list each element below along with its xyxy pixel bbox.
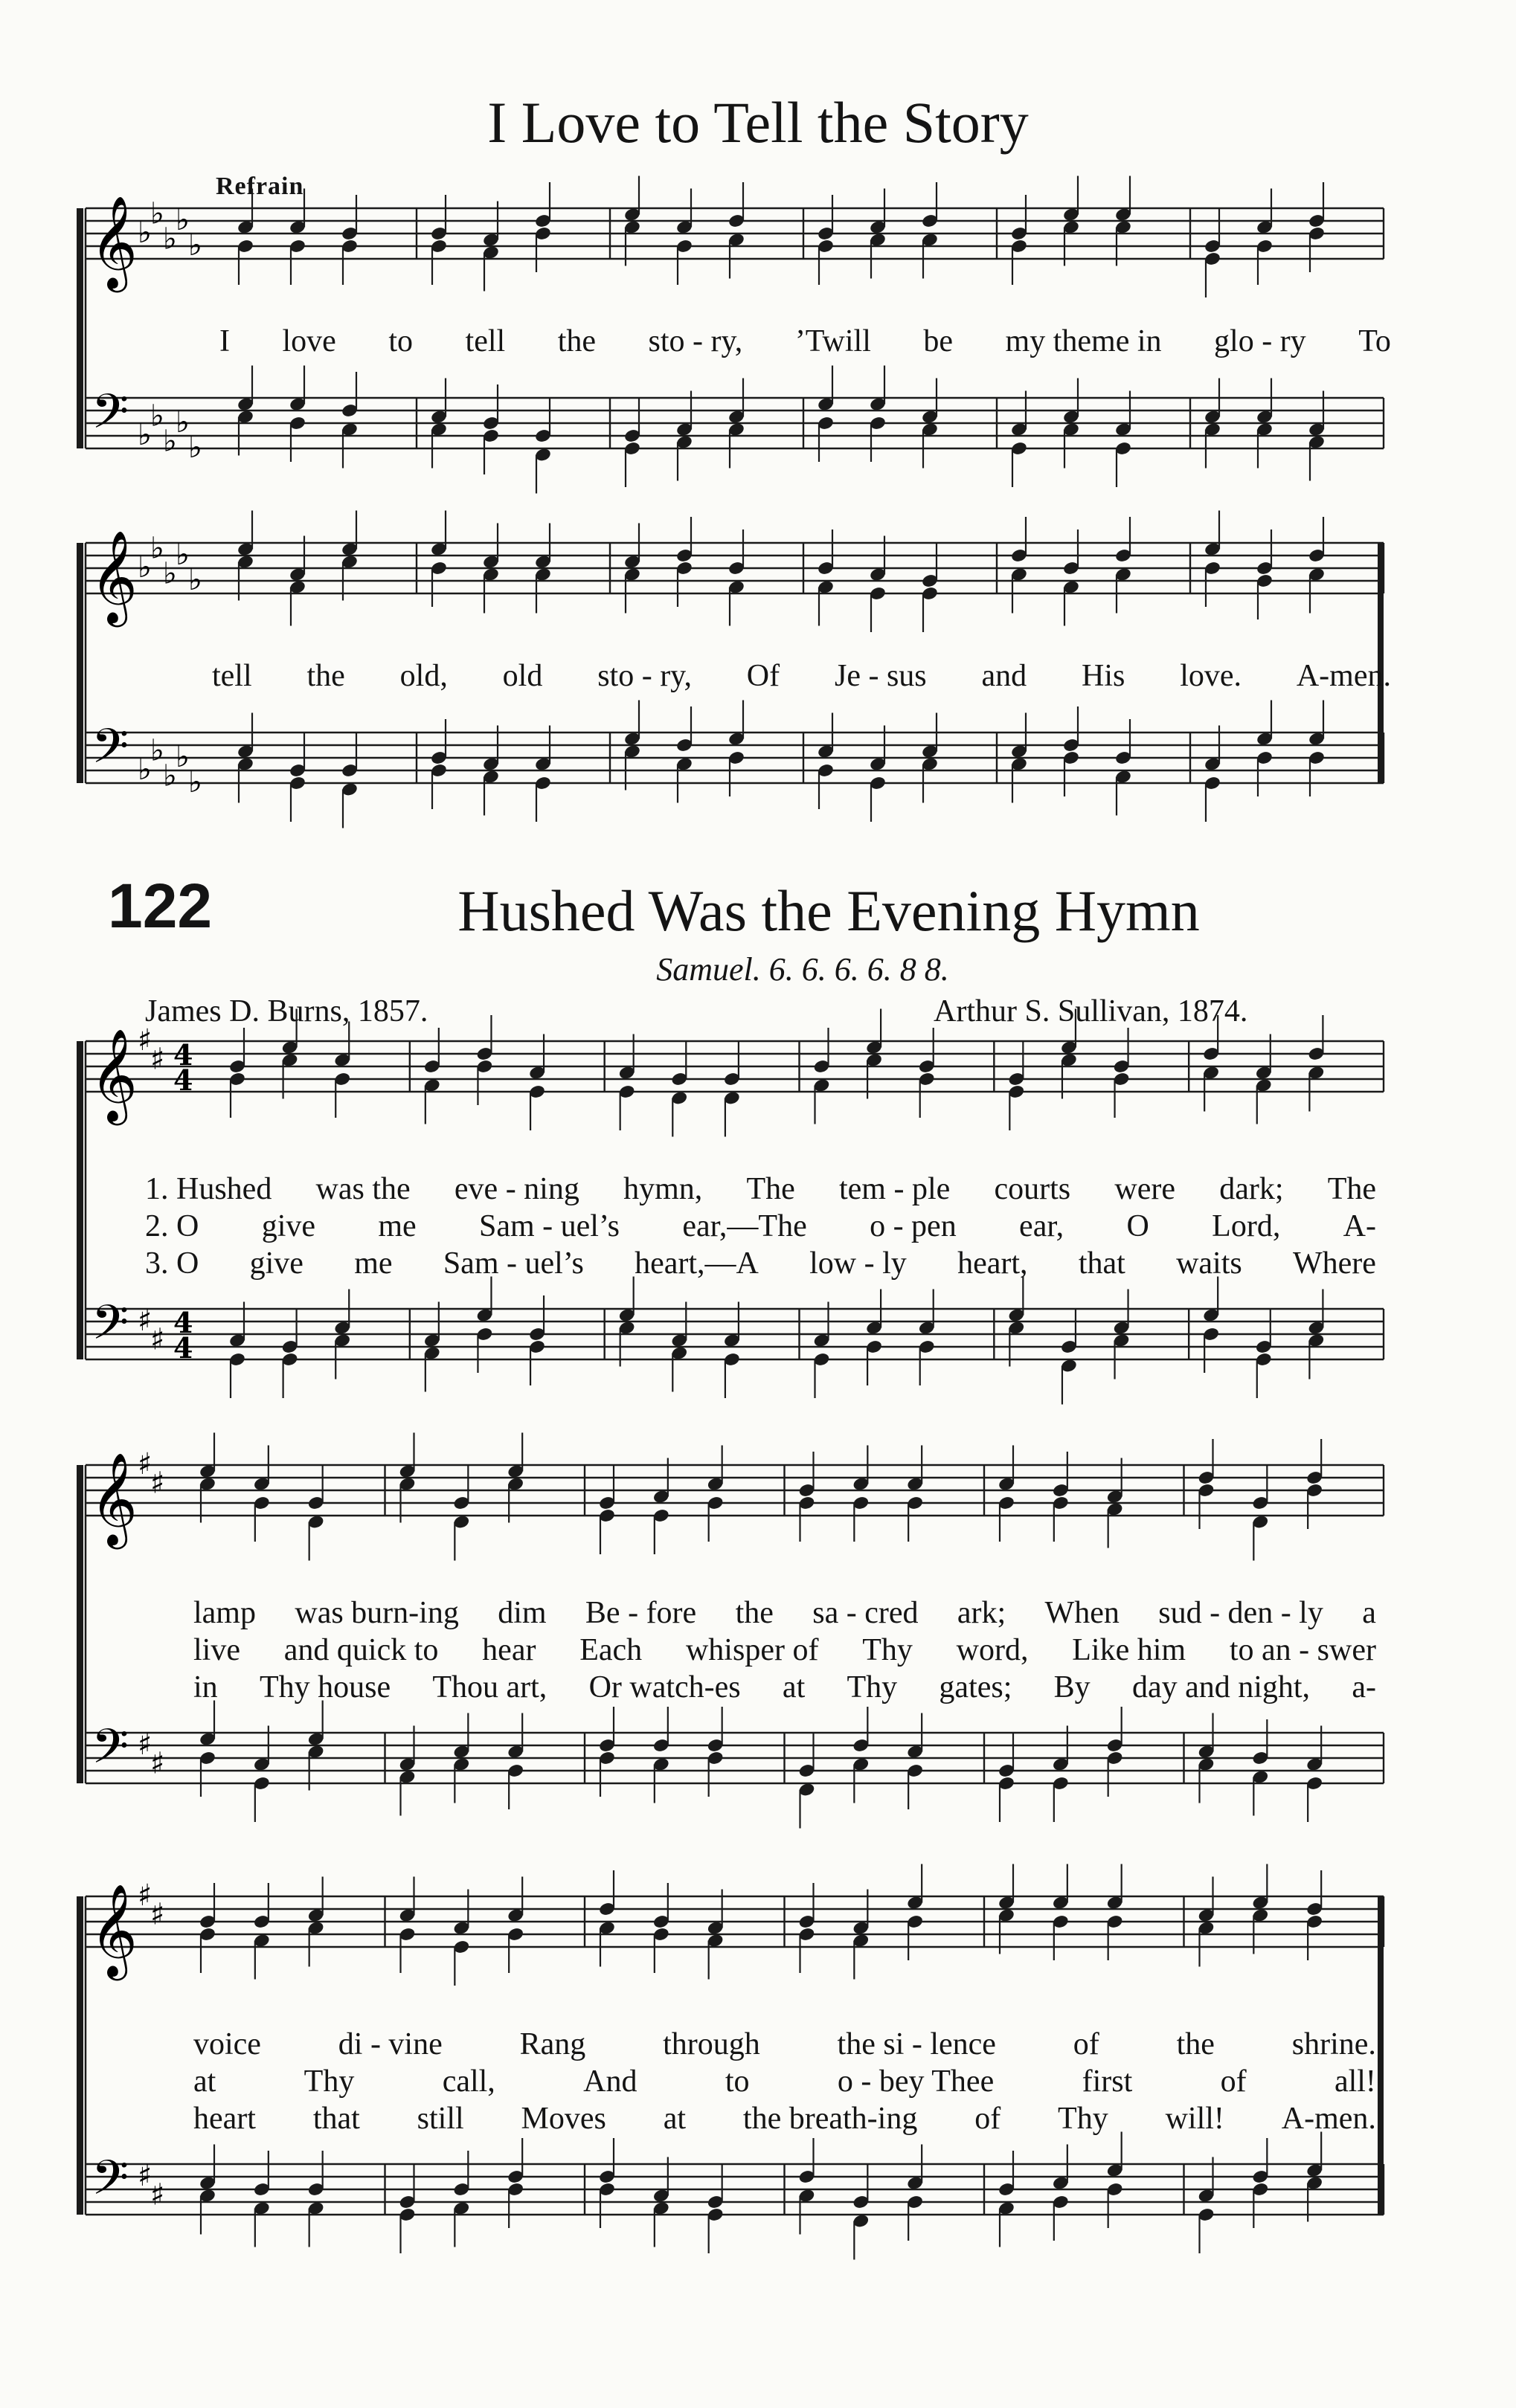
verse-2-line [86,1208,1391,1244]
lyric-syllable: love. [1180,659,1242,693]
sharp-icon: ♯ [150,1746,165,1781]
flat-icon: ♭ [188,228,202,263]
music-credit: Arthur S. Sullivan, 1874. [934,994,1248,1028]
lyric-syllable: at [782,1670,806,1704]
verse-1-line [86,1171,1391,1207]
lyric-syllable: old [502,659,543,693]
flat-icon: ♭ [163,556,177,591]
system-bracket [77,1896,83,2215]
lyric-syllable: Rang [519,2027,586,2061]
lyric-syllable: Of [746,659,780,693]
verse-1-line [86,1595,1391,1631]
lyric-syllable: at [193,2064,216,2099]
lyric-syllable: hymn, [623,1172,703,1206]
tune-name-meter: Samuel. 6. 6. 6. 6. 8 8. [656,951,949,988]
lyric-syllable: Where [1293,1246,1376,1281]
sharp-icon: ♯ [138,1023,152,1057]
lyric-syllable: a [1362,1596,1376,1630]
lyric-syllable: courts [994,1172,1071,1206]
lyric-syllable: A-men. [1281,2102,1376,2136]
lyric-syllable: live [193,1633,240,1667]
lyric-syllable: word, [956,1633,1029,1667]
lyric-syllable: 2. O [145,1209,199,1243]
flat-icon: ♭ [176,740,190,774]
lyric-syllable: the [557,324,597,358]
lyric-syllable: Je - sus [834,659,927,693]
lyric-syllable: A-men. [1296,659,1391,693]
lyric-syllable: to an - swer [1229,1633,1376,1667]
sharp-icon: ♯ [150,2177,165,2212]
flat-icon: ♭ [138,216,152,250]
lyric-syllable: call, [442,2064,495,2099]
lyric-syllable: dim [498,1596,547,1630]
time-signature-denominator: 4 [173,1331,193,1365]
lyric-syllable: The [746,1172,795,1206]
lyric-syllable: in [193,1670,218,1704]
sharp-icon: ♯ [150,1897,165,1932]
lyric-syllable: at [663,2102,687,2136]
lyric-syllable: o - pen [870,1209,957,1243]
hymn-title-i-love-to-tell: I Love to Tell the Story [487,90,1029,155]
lyric-syllable: me [378,1209,417,1243]
lyric-syllable: waits [1176,1246,1242,1281]
lyric-syllable: Thy [1058,2102,1108,2136]
flat-icon: ♭ [176,405,190,440]
lyric-syllable: ear, [1019,1209,1064,1243]
bass-clef-icon: 𝄢 [91,719,129,786]
flat-icon: ♭ [150,531,164,566]
lyric-syllable: His [1081,659,1125,693]
sharp-icon: ♯ [150,1322,165,1357]
treble-clef-icon: 𝄞 [90,196,138,289]
lyric-syllable: By [1053,1670,1091,1704]
lyric-syllable: the si - lence [837,2027,996,2061]
refrain-label: Refrain [216,173,304,200]
lyric-syllable: Be - fore [585,1596,697,1630]
time-signature-numerator: 4 [173,1306,193,1339]
lyric-syllable: 1. Hushed [145,1172,272,1206]
lyric-syllable: all! [1334,2064,1376,2099]
flat-icon: ♭ [163,759,177,793]
lyric-syllable: of [974,2102,1001,2136]
lyric-syllable: give [249,1246,303,1281]
words-credit: James D. Burns, 1857. [145,994,428,1028]
treble-clef-icon: 𝄞 [90,530,138,623]
lyric-syllable: tell [212,659,252,693]
lyric-syllable: To [1358,324,1391,358]
lyric-syllable: 3. O [145,1246,199,1281]
lyric-syllable: a- [1352,1670,1376,1704]
lyric-syllable: ear,—The [682,1209,807,1243]
treble-clef-icon: 𝄞 [90,1452,138,1545]
flat-icon: ♭ [138,753,152,787]
flat-icon: ♭ [176,538,190,572]
lyric-syllable: Thy [303,2064,355,2099]
sharp-icon: ♯ [138,2159,152,2193]
lyric-syllable: ark; [957,1596,1006,1630]
lyric-syllable: A- [1343,1209,1376,1243]
lyric-syllable: sa - cred [812,1596,919,1630]
music-system-1 [86,196,1391,550]
lyric-syllable: of [1220,2064,1247,2099]
lyric-syllable: Sam - uel’s [443,1246,584,1281]
lyric-syllable: low - ly [809,1246,907,1281]
lyric-syllable: the [1176,2027,1215,2061]
lyric-syllable: Thou art, [432,1670,547,1704]
lyric-syllable: sto - ry, [648,324,743,358]
flat-icon: ♭ [163,424,177,459]
sharp-icon: ♯ [138,1447,152,1481]
time-signature-denominator: 4 [173,1063,193,1097]
lyric-syllable: Thy [847,1670,898,1704]
lyric-syllable: be [923,324,954,358]
lyric-syllable: The [1327,1172,1376,1206]
lyric-syllable: dark; [1219,1172,1284,1206]
flat-icon: ♭ [188,765,202,799]
bass-clef-icon: 𝄢 [91,1295,129,1362]
treble-clef-icon: 𝄞 [90,1884,138,1977]
hymn-number: 122 [108,871,213,941]
music-system-4 [86,1447,1391,1908]
lyric-syllable: shrine. [1291,2027,1376,2061]
lyric-syllable: And [583,2064,637,2099]
lyric-syllable: that [312,2102,360,2136]
lyric-syllable: ’Twill [794,324,871,358]
lyric-syllable: I [219,324,230,358]
lyric-syllable: was the [315,1172,411,1206]
system-bracket [77,1041,83,1359]
lyric-syllable: Each [579,1633,643,1667]
lyric-syllable: When [1044,1596,1120,1630]
lyric-syllable: still [417,2102,464,2136]
bass-clef-icon: 𝄢 [91,384,129,451]
lyric-syllable: Moves [521,2102,606,2136]
lyric-syllable: of [1073,2027,1099,2061]
lyric-syllable: Or watch-es [588,1670,741,1704]
sharp-icon: ♯ [138,1728,152,1762]
lyric-syllable: heart [193,2102,256,2136]
lyric-syllable: give [261,1209,315,1243]
lyric-syllable: sto - ry, [597,659,692,693]
system-bracket [77,208,83,448]
lyric-syllable: day and night, [1131,1670,1311,1704]
verse-3-line [86,1246,1391,1281]
lyric-syllable: glo - ry [1214,324,1306,358]
flat-icon: ♭ [138,418,152,452]
lyric-syllable: di - vine [338,2027,443,2061]
sharp-icon: ♯ [138,1304,152,1338]
lyric-syllable: were [1114,1172,1175,1206]
verse-2-line [86,2064,1391,2099]
lyric-syllable: sud - den - ly [1158,1596,1323,1630]
lyric-syllable: o - bey Thee [837,2064,995,2099]
flat-icon: ♭ [163,222,177,257]
grand-staff [86,196,1391,550]
lyric-syllable: the breath-ing [742,2102,918,2136]
flat-icon: ♭ [188,563,202,597]
verse-2-line [86,1632,1391,1668]
lyric-syllable: tell [465,324,506,358]
lyric-syllable: me [354,1246,393,1281]
sharp-icon: ♯ [150,1042,165,1077]
lyric-syllable: Sam - uel’s [479,1209,620,1243]
lyric-syllable: Like him [1072,1633,1186,1667]
music-system-5 [86,1879,1391,2339]
flat-icon: ♭ [150,196,164,231]
sharp-icon: ♯ [150,1466,165,1501]
time-signature-numerator: 4 [173,1038,193,1072]
lyric-syllable: gates; [939,1670,1012,1704]
lyric-syllable: heart,—A [635,1246,759,1281]
lyric-syllable: lamp [193,1596,256,1630]
lyric-line [86,323,1391,359]
verse-1-line [86,2026,1391,2062]
system-bracket [77,1465,83,1783]
lyric-syllable: eve - ning [454,1172,579,1206]
hymn-title: Hushed Was the Evening Hymn [457,878,1200,943]
lyric-syllable: love [282,324,336,358]
lyric-syllable: through [663,2027,760,2061]
flat-icon: ♭ [138,550,152,585]
lyric-syllable: will! [1165,2102,1224,2136]
music-system-2 [86,530,1391,885]
lyric-syllable: to [725,2064,750,2099]
lyric-line [86,658,1391,694]
lyric-syllable: old, [399,659,448,693]
lyric-syllable: voice [193,2027,261,2061]
lyric-syllable: the [735,1596,774,1630]
verse-3-line [86,1670,1391,1705]
bass-clef-icon: 𝄢 [91,1719,129,1786]
lyric-syllable: hear [482,1633,536,1667]
lyric-syllable: Lord, [1212,1209,1281,1243]
lyric-syllable: that [1078,1246,1125,1281]
lyric-syllable: O [1126,1209,1149,1243]
flat-icon: ♭ [150,733,164,768]
music-system-3 [86,1023,1391,1484]
lyric-syllable: the [306,659,345,693]
flat-icon: ♭ [176,203,190,237]
sharp-icon: ♯ [138,1879,152,1913]
treble-clef-icon: 𝄞 [90,1028,138,1121]
lyric-syllable: to [388,324,414,358]
verse-3-line [86,2101,1391,2137]
grand-staff [86,530,1391,885]
bass-clef-icon: 𝄢 [91,2151,129,2218]
lyric-syllable: first [1082,2064,1133,2099]
lyric-syllable: tem - ple [838,1172,951,1206]
lyric-syllable: heart, [957,1246,1028,1281]
lyric-syllable: Thy house [259,1670,391,1704]
lyric-syllable: and [981,659,1027,693]
lyric-syllable: was burn-ing [295,1596,459,1630]
lyric-syllable: my theme in [1005,324,1162,358]
lyric-syllable: Thy [862,1633,913,1667]
flat-icon: ♭ [188,431,202,465]
lyric-syllable: whisper of [685,1633,819,1667]
flat-icon: ♭ [150,399,164,434]
system-bracket [77,543,83,783]
lyric-syllable: and quick to [283,1633,439,1667]
